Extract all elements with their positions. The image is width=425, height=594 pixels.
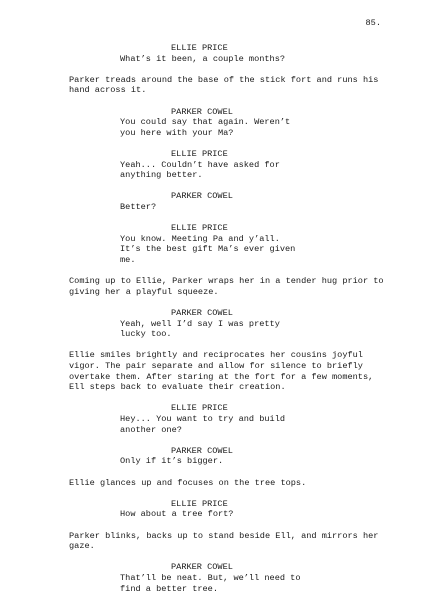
dialogue-line: You could say that again. Weren’t — [120, 117, 291, 128]
action-line: Ellie glances up and focuses on the tree tops. — [69, 477, 307, 488]
character-cue: ELLIE PRICE — [171, 149, 228, 159]
dialogue-line: me. — [120, 255, 136, 265]
action-line: Parker blinks, backs up to stand beside Ell, and mirrors her — [69, 530, 379, 541]
character-cue: ELLIE PRICE — [171, 403, 228, 414]
dialogue-line: anything better. — [120, 170, 203, 181]
dialogue-line: find a better tree. — [120, 583, 218, 594]
dialogue-line: Better? — [120, 202, 157, 212]
action-line: gaze. — [69, 541, 95, 552]
action-line: vigor. The pair separate and allow for silence to briefly — [69, 361, 363, 371]
action-line: giving her a playful squeeze. — [69, 286, 219, 297]
page-number: 85. — [365, 18, 381, 28]
dialogue-line: You know. Meeting Pa and y’all. — [120, 233, 280, 244]
action-line: Coming up to Ellie, Parker wraps her in a tender hug prior to — [69, 276, 384, 287]
character-cue: PARKER COWEL — [171, 445, 233, 456]
dialogue-line: Yeah... Couldn’t have asked for — [120, 159, 280, 170]
dialogue-line: you here with your Ma? — [120, 127, 234, 138]
action-line: overtake them. After staring at the fort for a few moments, — [69, 371, 374, 382]
dialogue-line: How about a tree fort? — [120, 509, 234, 520]
character-cue: ELLIE PRICE — [171, 43, 228, 53]
character-cue: PARKER COWEL — [171, 191, 233, 202]
character-cue: PARKER COWEL — [171, 308, 233, 318]
dialogue-line: That’ll be neat. But, we’ll need to — [120, 573, 301, 583]
action-line: Ell steps back to evaluate their creation. — [69, 382, 286, 393]
character-cue: PARKER COWEL — [171, 106, 233, 117]
dialogue-line: What’s it been, a couple months? — [120, 53, 286, 64]
action-line: hand across it. — [69, 85, 147, 96]
action-line: Parker treads around the base of the stick fort and runs his — [69, 74, 379, 85]
dialogue-line: another one? — [120, 424, 182, 435]
dialogue-line: lucky too. — [120, 329, 172, 340]
character-cue: ELLIE PRICE — [171, 223, 228, 234]
dialogue-line: Hey... You want to try and build — [120, 414, 286, 424]
character-cue: PARKER COWEL — [171, 562, 233, 573]
character-cue: ELLIE PRICE — [171, 498, 228, 509]
dialogue-line: Yeah, well I’d say I was pretty — [120, 318, 280, 329]
dialogue-line: It’s the best gift Ma’s ever given — [120, 244, 296, 255]
action-line: Ellie smiles brightly and reciprocates her cousins joyful — [69, 350, 363, 361]
dialogue-line: Only if it’s bigger. — [120, 456, 224, 467]
